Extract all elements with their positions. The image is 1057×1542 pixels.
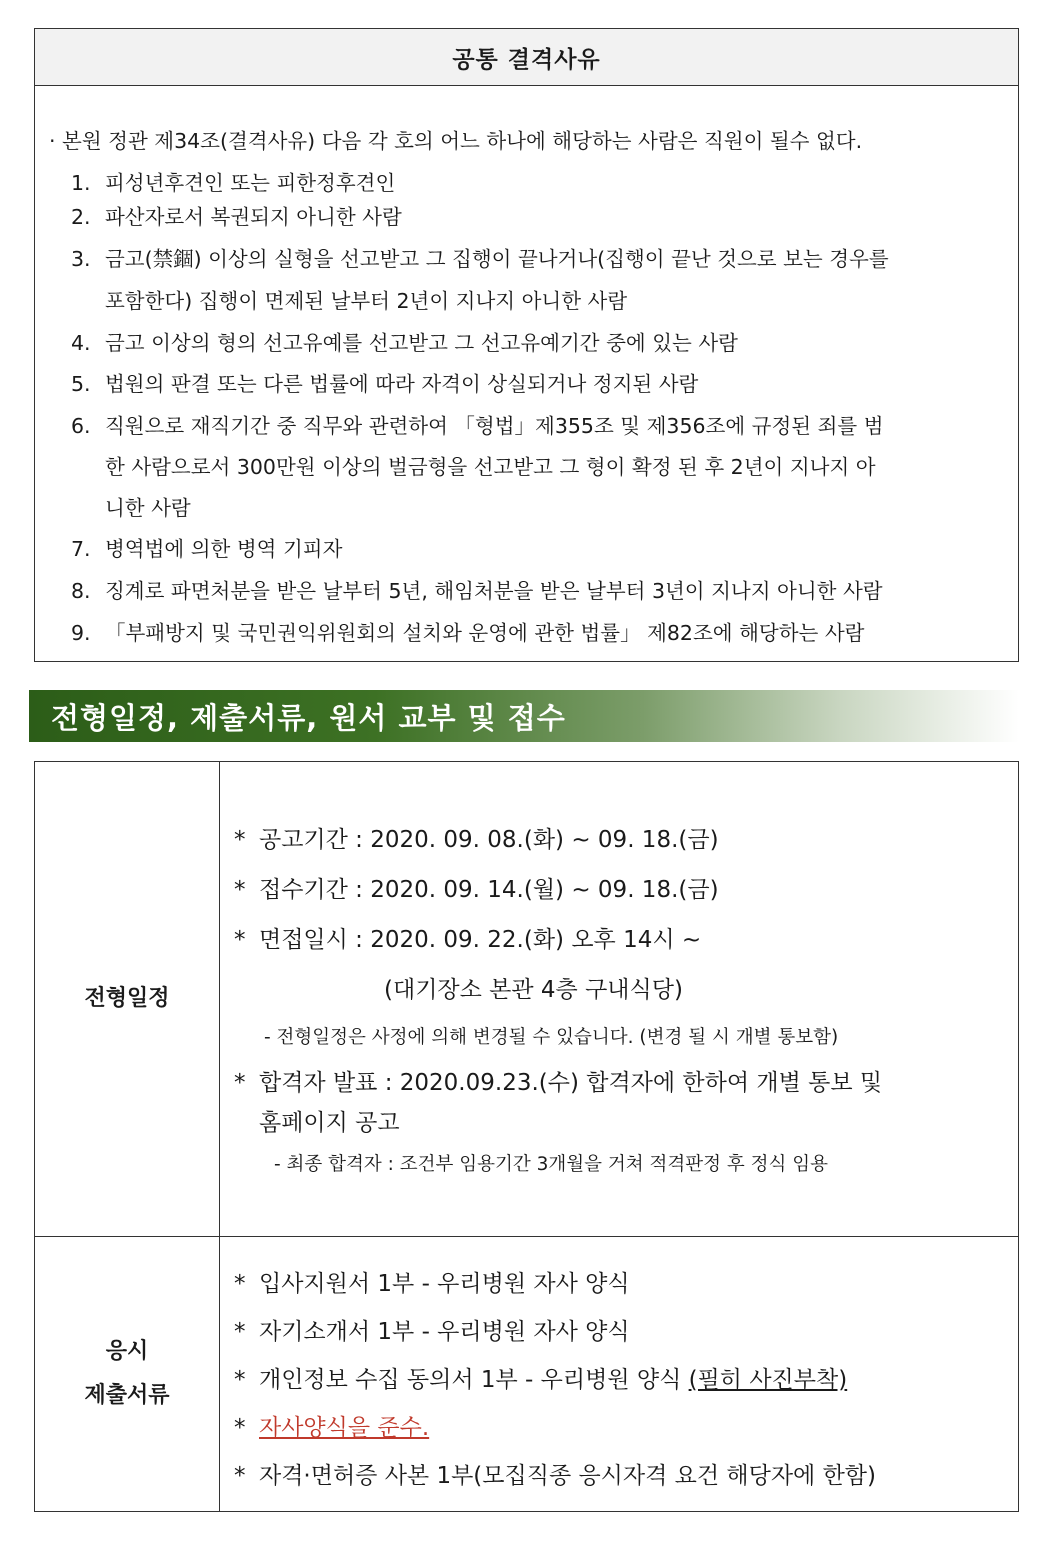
- application-period: * 접수기간 : 2020. 09. 14.(월) ~ 09. 18.(금): [234, 877, 719, 903]
- schedule-content: [220, 762, 1018, 1236]
- result-announcement: * 합격자 발표 : 2020.09.23.(수) 합격자에 한하여 개별 통보 및: [234, 1070, 883, 1096]
- disqualification-title: 공통 결격사유: [35, 29, 1018, 86]
- document-item: * 자기소개서 1부 - 우리병원 자사 양식: [234, 1319, 630, 1345]
- list-item-continuation: 니한 사람: [105, 496, 191, 520]
- document-item: * 자사양식을 준수.: [234, 1415, 430, 1441]
- disqualification-intro: · 본원 정관 제34조(결격사유) 다음 각 호의 어느 하나에 해당하는 사람은 직원이 될수 없다.: [49, 129, 863, 153]
- document-item: * 개인정보 수집 동의서 1부 - 우리병원 양식 (필히 사진부착): [234, 1367, 848, 1393]
- interview-date: * 면접일시 : 2020. 09. 22.(화) 오후 14시 ~: [234, 927, 702, 953]
- row-label-documents: 응시 제출서류: [35, 1237, 220, 1511]
- table-row: [35, 1237, 1018, 1511]
- list-item: 8. 징계로 파면처분을 받은 날부터 5년, 해임처분을 받은 날부터 3년이 지나지 아니한 사람: [71, 579, 883, 603]
- list-item: 1. 피성년후견인 또는 피한정후견인: [71, 171, 396, 195]
- list-item-continuation: 한 사람으로서 300만원 이상의 벌금형을 선고받고 그 형이 확정 된 후 2년이 지나지 아: [105, 455, 876, 479]
- list-item: 3. 금고(禁錮) 이상의 실형을 선고받고 그 집행이 끝나거나(집행이 끝난 것으로 보는 경우를: [71, 247, 889, 271]
- result-announcement-cont: 홈페이지 공고: [259, 1110, 400, 1136]
- list-item: 7. 병역법에 의한 병역 기피자: [71, 537, 343, 561]
- section-banner: [29, 690, 1019, 742]
- document-item: * 자격·면허증 사본 1부(모집직종 응시자격 요건 해당자에 한함): [234, 1463, 876, 1489]
- list-item: 2. 파산자로서 복권되지 아니한 사람: [71, 205, 402, 229]
- notice-period: * 공고기간 : 2020. 09. 08.(화) ~ 09. 18.(금): [234, 827, 719, 853]
- schedule-note: - 전형일정은 사정에 의해 변경될 수 있습니다. (변경 될 시 개별 통보함): [264, 1027, 839, 1048]
- list-item-continuation: 포함한다) 집행이 면제된 날부터 2년이 지나지 아니한 사람: [105, 289, 628, 313]
- list-item: 6. 직원으로 재직기간 중 직무와 관련하여 「형법」제355조 및 제356조에 규정된 죄를 범: [71, 414, 884, 438]
- disqualification-box: [34, 28, 1019, 662]
- list-item: 5. 법원의 판결 또는 다른 법률에 따라 자격이 상실되거나 정지된 사람: [71, 372, 699, 396]
- list-item: 4. 금고 이상의 형의 선고유예를 선고받고 그 선고유예기간 중에 있는 사람: [71, 331, 738, 355]
- list-item: 9. 「부패방지 및 국민권익위원회의 설치와 운영에 관한 법률」 제82조에 해당하는 사람: [71, 621, 865, 645]
- documents-content: [220, 1237, 1018, 1511]
- schedule-table: [34, 761, 1019, 1512]
- row-label-schedule: 전형일정: [35, 762, 220, 1236]
- section-title: 전형일정, 제출서류, 원서 교부 및 접수: [51, 700, 566, 735]
- document-item: * 입사지원서 1부 - 우리병원 자사 양식: [234, 1271, 630, 1297]
- final-note: - 최종 합격자 : 조건부 임용기간 3개월을 거쳐 적격판정 후 정식 임용: [274, 1154, 829, 1175]
- table-row: [35, 762, 1018, 1237]
- waiting-location: (대기장소 본관 4층 구내식당): [384, 977, 683, 1003]
